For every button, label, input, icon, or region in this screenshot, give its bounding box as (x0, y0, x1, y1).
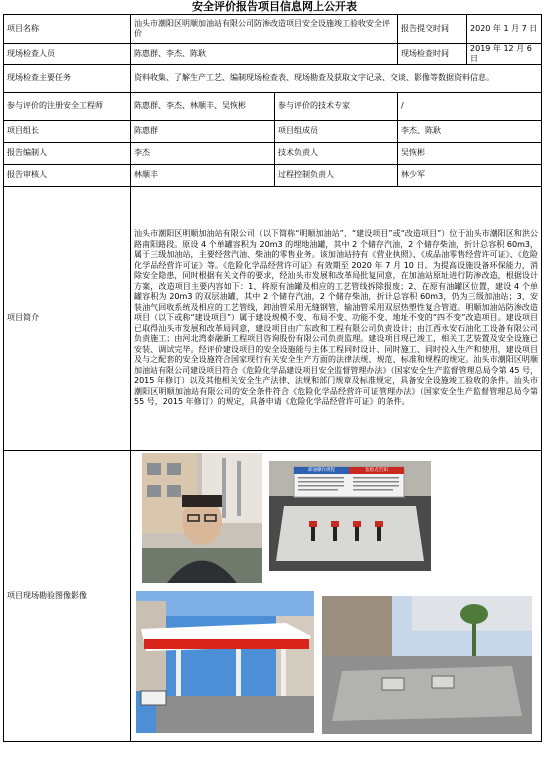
tank-area-photo (322, 596, 532, 734)
tasks-value: 资料收集、了解生产工艺、编制现场检查表、现场勘查及获取文字记录、交谈、影像等数据资料信息。 (131, 65, 542, 93)
tech-lead-value: 吴恢彬 (398, 143, 542, 165)
row-leader (4, 121, 542, 143)
row-photos (4, 451, 542, 742)
photos-label: 项目现场勘验图像影像 (4, 451, 131, 742)
page-title: 安全评价报告项目信息网上公开表 (192, 0, 357, 13)
author-label: 报告编制人 (4, 143, 131, 165)
inspectors-label: 现场检查人员 (4, 44, 131, 65)
inspection-time-value: 2019 年 12 月 6 日 (470, 43, 532, 63)
author-value: 李杰 (131, 143, 275, 165)
board-heading-left: 卸油操作规程 (308, 468, 335, 473)
project-name-label: 项目名称 (4, 15, 131, 44)
members-value: 李杰、陈耿 (398, 121, 542, 143)
control-board-photo (269, 461, 431, 571)
intro-label: 项目简介 (4, 187, 131, 451)
reviewer-label: 报告审核人 (4, 165, 131, 187)
inspection-time-cell (398, 44, 542, 65)
row-tasks (4, 65, 542, 93)
reviewer-value: 林顺丰 (131, 165, 275, 187)
inspection-time-label: 现场检查时间 (398, 44, 467, 64)
row-author (4, 143, 542, 165)
gas-station-photo (136, 591, 314, 733)
inspectors-value: 陈惠群、李杰、陈耿 (131, 44, 398, 65)
experts-label: 参与评价的技术专家 (275, 93, 398, 121)
info-table (3, 14, 542, 742)
project-name-value: 汕头市潮阳区明顺加油站有限公司防渗改造项目安全设施竣工验收安全评价 (131, 15, 398, 44)
submit-time-value: 2020 年 1 月 7 日 (470, 23, 538, 33)
members-label: 项目组成员 (275, 121, 398, 143)
tasks-label: 现场检查主要任务 (4, 65, 131, 93)
intro-text: 汕头市潮阳区明顺加油站有限公司（以下简称“明顺加油站”、“建设项目”或“改造项目”）位于汕头市潮阳区和洪公路南阳路段。原设 4 个单罐容积为 20m3 的埋地油罐，其中 2 个储存汽油，2 个储存柴油，折计总容积 60m3，属于三级加油站，主要经营汽油、柴油的零售业务。该加油站持有《营业执照》、《成品油零售经营许可证》、《危险化学品经营许可证》等。《危险化学品经营许可证》有效期至 2020 年 7 月 10 日。为提高设施设备环保能力，消除安全隐患，同时根据有关文件的要求，经汕头市发展和改革局批复同意，在加油站原址进行防渗改造，根据设计方案，改造项目主要内容如下：1、将原有油罐及相应的工艺管线拆除报废；2、在原有油罐区位置，建设 4 个单罐容积为 20m3 的双层油罐，其中 2 个储存汽油，2 个储存柴油，折计总容积 60m3，仍为三级加油站；3、安装油气回收系统及相应的工艺管线，卸油管采用无缝钢管，输油管采用双层热塑性复合管道。明顺加油站防渗改造项目（以下或称“建设项目”）属于建设规模不变、布局不变、功能不变、地址不变的“四不变”改造项目。建设项目已取得汕头市发展和改革局同意，建设项目由广东政和工程有限公司负责设计；由江西永安石油化工设备有限公司负责施工；由河北湾泰融新工程项目咨询股份有限公司负责监理。建设项目现已竣工，相关工艺装置及安全设施已安装、调试完毕。经评价建设项目的安全设施能与主体工程同时设计、同时施工、同时投入生产和使用，建设项目及与之配套的安全设施符合国家现行有关安全生产方面的法律法规、规范、标准和规程的规定。汕头市潮阳区明顺加油站有限公司建设项目符合《危险化学品建设项目安全监督管理办法》（国家安全生产监督管理总局令第 45 号，2015 年修订）以及其他相关安全生产法律、法规和部门规章及标准规定，具备安全设施竣工验收的条件。汕头市潮阳区明顺加油站有限公司的安全条件符合《危险化学品经营许可证管理办法》（国家安全生产监督管理总局令第 55 号，2015 年修订）的规定，具备申请《危险化学品经营许可证》的条件。 (131, 187, 542, 451)
leader-label: 项目组长 (4, 121, 131, 143)
process-control-label: 过程控制负责人 (275, 165, 398, 187)
engineers-value: 陈惠群、李杰、林顺丰、吴恢彬 (131, 93, 275, 121)
tech-lead-label: 技术负责人 (275, 143, 398, 165)
row-engineers (4, 93, 542, 121)
engineers-label: 参与评价的注册安全工程师 (4, 93, 131, 121)
row-reviewer (4, 165, 542, 187)
row-project-name (4, 15, 542, 44)
photos-cell (131, 451, 542, 742)
board-heading-right: 危险点告知 (365, 468, 388, 473)
submit-time-label: 报告提交时间 (398, 15, 467, 43)
submit-time-cell (398, 15, 542, 44)
row-intro (4, 187, 542, 451)
row-inspectors (4, 44, 542, 65)
process-control-value: 林少军 (398, 165, 542, 187)
leader-value: 陈惠群 (131, 121, 275, 143)
inspector-photo (142, 453, 262, 583)
experts-value: / (398, 93, 542, 121)
